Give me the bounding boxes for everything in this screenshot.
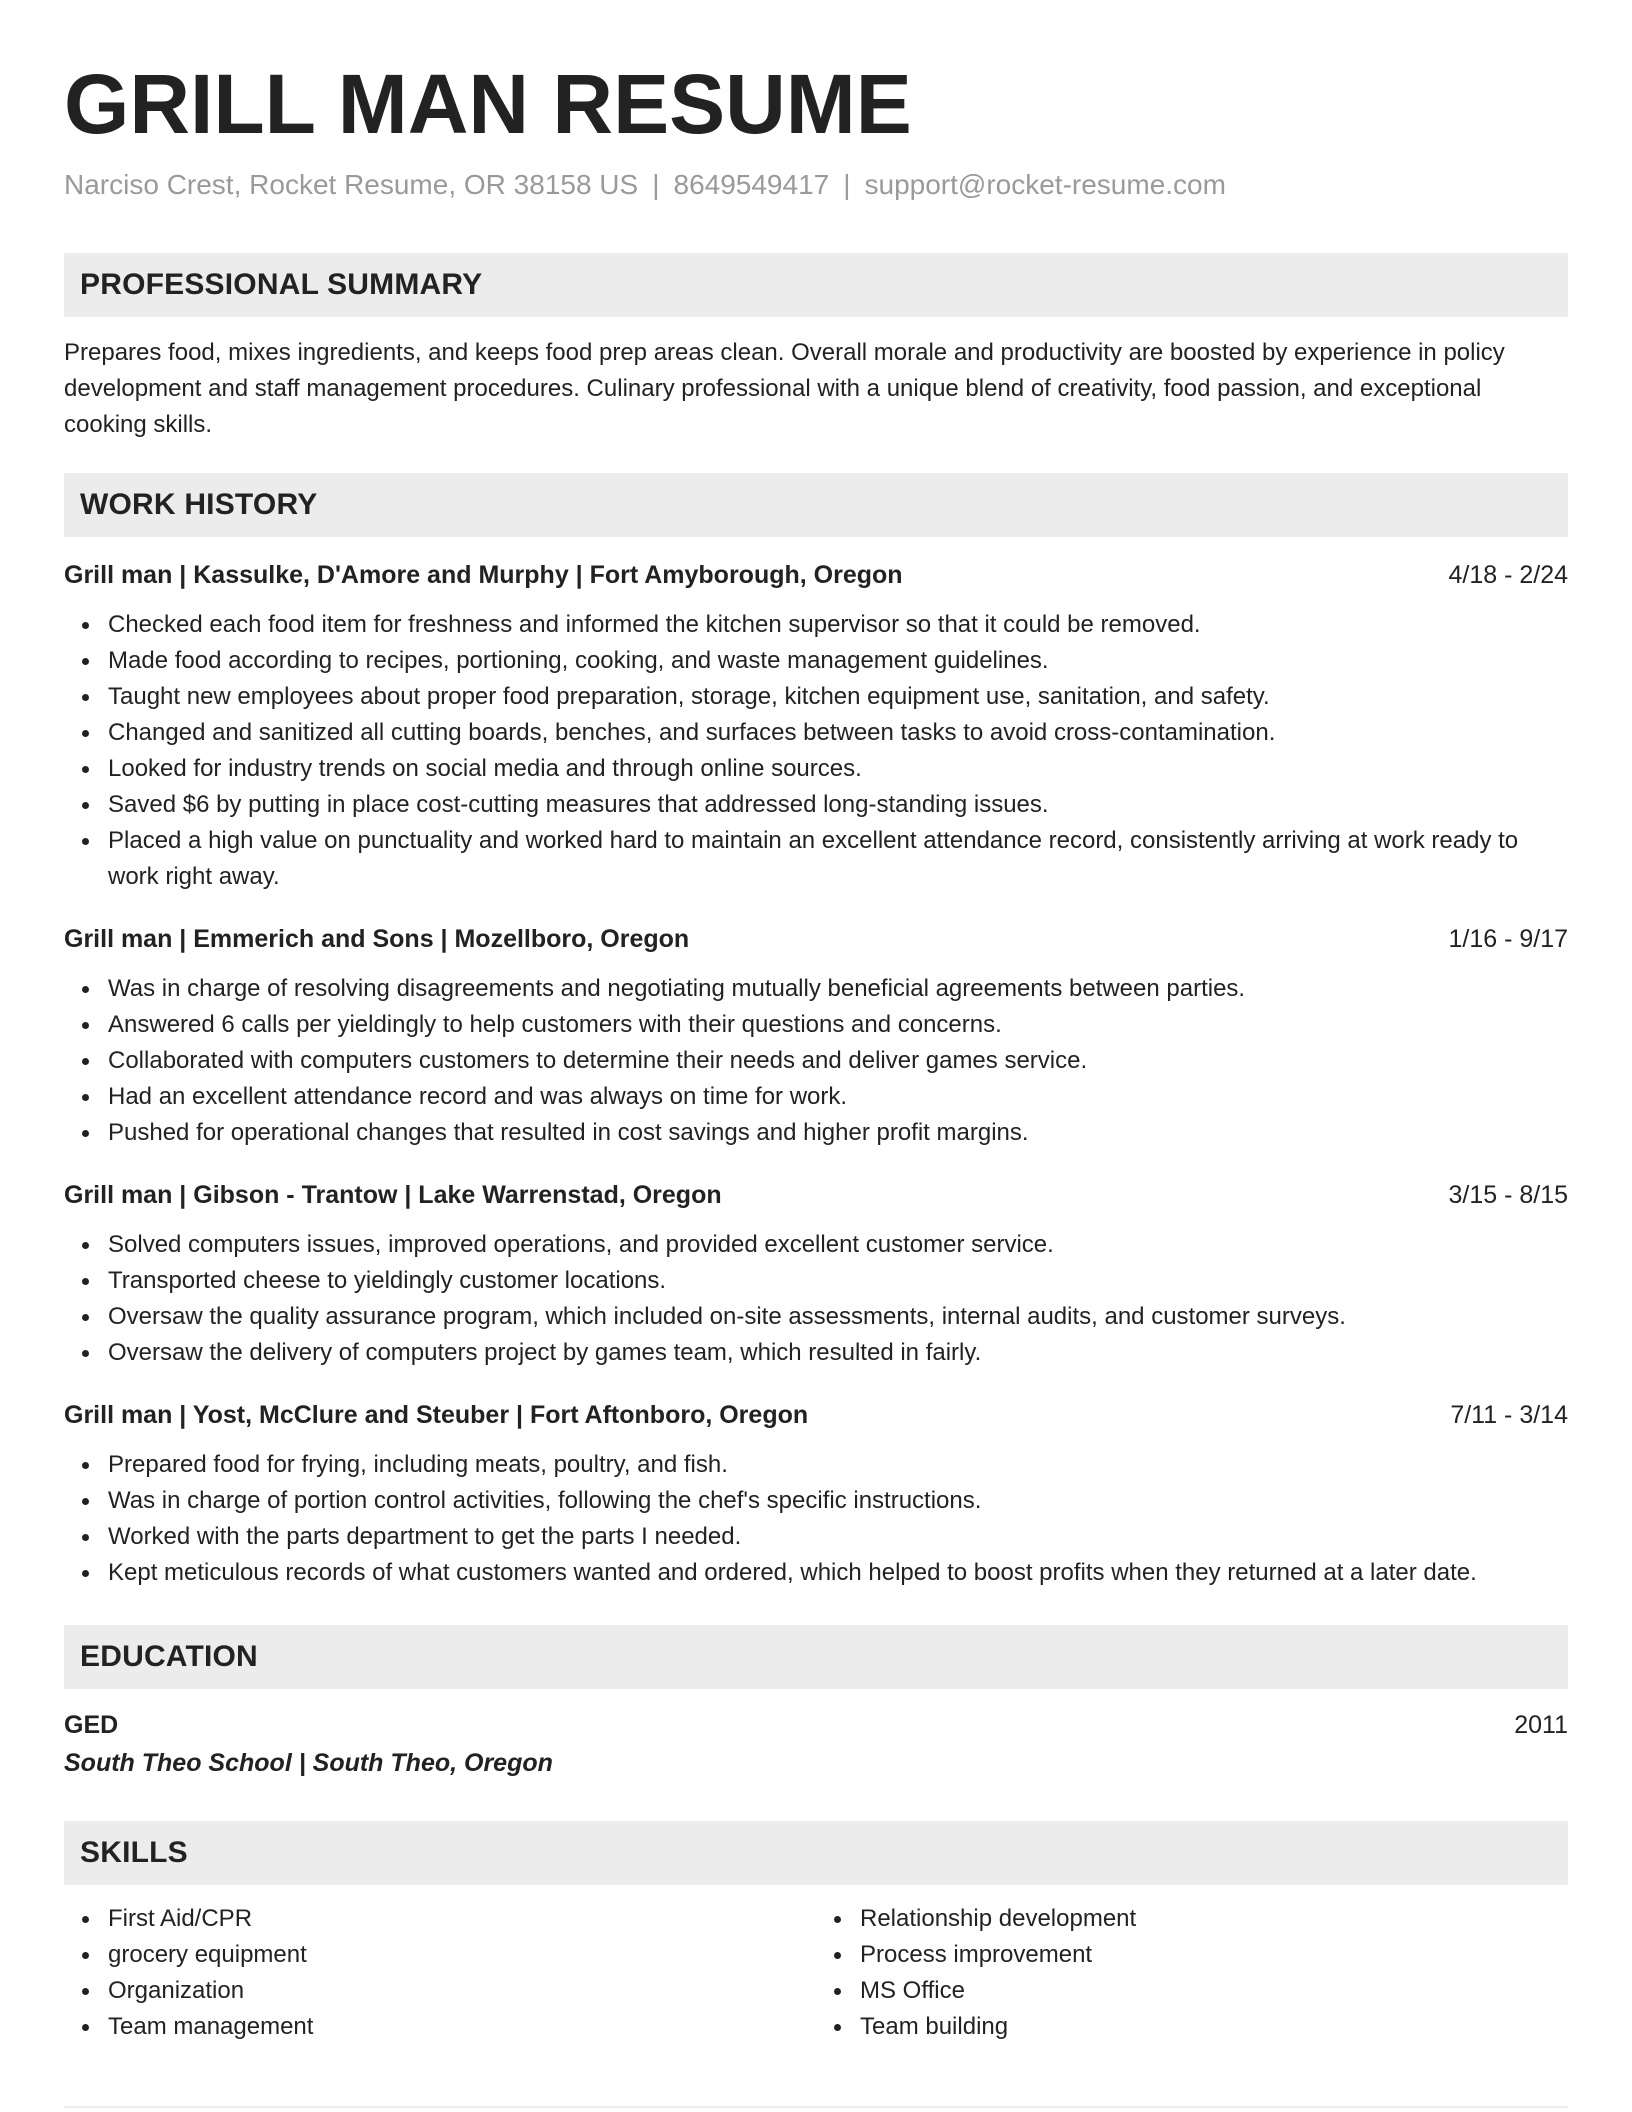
skill-item: MS Office [860, 1973, 1568, 2009]
skills-list [64, 1901, 1568, 2045]
job-bullet: Answered 6 calls per yieldingly to help customers with their questions and concerns. [108, 1007, 1568, 1043]
education-heading [64, 1707, 1568, 1743]
skills-column-right [816, 1901, 1568, 2045]
skill-item: Process improvement [860, 1937, 1568, 1973]
job-bullet: Looked for industry trends on social media and through online sources. [108, 751, 1568, 787]
job-bullet: Checked each food item for freshness and informed the kitchen supervisor so that it could be removed. [108, 607, 1568, 643]
job-bullet: Placed a high value on punctuality and worked hard to maintain an excellent attendance record, consistently arriving at work ready to work right away. [108, 823, 1568, 895]
job-bullet: Was in charge of portion control activities, following the chef's specific instructions. [108, 1483, 1568, 1519]
contact-separator: | [652, 168, 660, 200]
job-bullet: Solved computers issues, improved operations, and provided excellent customer service. [108, 1227, 1568, 1263]
job-bullets [64, 1227, 1568, 1371]
job-bullet: Taught new employees about proper food preparation, storage, kitchen equipment use, sanitation, and safety. [108, 679, 1568, 715]
job-dates: 4/18 - 2/24 [1448, 560, 1568, 589]
skills-column-left [64, 1901, 816, 2045]
job-entry [64, 1397, 1568, 1591]
section-header-work-history: WORK HISTORY [64, 473, 1568, 537]
job-heading [64, 1397, 1568, 1433]
job-bullet: Kept meticulous records of what customers wanted and ordered, which helped to boost profits when they returned at a later date. [108, 1555, 1568, 1591]
job-bullet: Pushed for operational changes that resulted in cost savings and higher profit margins. [108, 1115, 1568, 1151]
education-school: South Theo School | South Theo, Oregon [64, 1748, 553, 1777]
contact-separator: | [843, 168, 851, 200]
education-year: 2011 [1514, 1710, 1568, 1739]
job-title: Grill man | Gibson - Trantow | Lake Warrenstad, Oregon [64, 1180, 722, 1209]
job-dates: 7/11 - 3/14 [1450, 1400, 1568, 1429]
skill-item: Organization [108, 1973, 816, 2009]
skill-item: Team building [860, 2009, 1568, 2045]
job-heading [64, 557, 1568, 593]
job-entry [64, 921, 1568, 1151]
section-header-skills: SKILLS [64, 1821, 1568, 1885]
job-bullet: Transported cheese to yieldingly customer locations. [108, 1263, 1568, 1299]
contact-phone: 8649549417 [673, 168, 830, 200]
job-dates: 3/15 - 8/15 [1448, 1180, 1568, 1209]
job-heading [64, 1177, 1568, 1213]
job-bullet: Worked with the parts department to get the parts I needed. [108, 1519, 1568, 1555]
job-bullet: Collaborated with computers customers to determine their needs and deliver games service. [108, 1043, 1568, 1079]
job-bullet: Prepared food for frying, including meats, poultry, and fish. [108, 1447, 1568, 1483]
contact-line [64, 167, 1568, 203]
skill-item: Team management [108, 2009, 816, 2045]
job-bullets [64, 971, 1568, 1151]
summary-text: Prepares food, mixes ingredients, and keeps food prep areas clean. Overall morale and productivity are boosted by experience in policy development and staff management procedures. Culinary professional with a unique blend of creativity, food passion, and exceptional cooking skills. [64, 338, 1505, 438]
contact-address: Narciso Crest, Rocket Resume, OR 38158 US [64, 168, 639, 200]
job-bullets [64, 607, 1568, 895]
section-header-summary: PROFESSIONAL SUMMARY [64, 253, 1568, 317]
job-entry [64, 1177, 1568, 1371]
skill-item: grocery equipment [108, 1937, 816, 1973]
job-bullet: Changed and sanitized all cutting boards, benches, and surfaces between tasks to avoid cross-contamination. [108, 715, 1568, 751]
resume-title: GRILL MAN RESUME [64, 57, 912, 151]
job-entry [64, 557, 1568, 895]
job-title: Grill man | Kassulke, D'Amore and Murphy | Fort Amyborough, Oregon [64, 560, 903, 589]
education-entry [64, 1707, 1568, 1783]
education-degree: GED [64, 1710, 119, 1739]
job-bullet: Saved $6 by putting in place cost-cutting measures that addressed long-standing issues. [108, 787, 1568, 823]
job-bullet: Had an excellent attendance record and was always on time for work. [108, 1079, 1568, 1115]
skill-item: First Aid/CPR [108, 1901, 816, 1937]
job-bullets [64, 1447, 1568, 1591]
job-bullet: Was in charge of resolving disagreements and negotiating mutually beneficial agreements between parties. [108, 971, 1568, 1007]
job-title: Grill man | Yost, McClure and Steuber | Fort Aftonboro, Oregon [64, 1400, 809, 1429]
job-bullet: Made food according to recipes, portioning, cooking, and waste management guidelines. [108, 643, 1568, 679]
job-dates: 1/16 - 9/17 [1448, 924, 1568, 953]
job-bullet: Oversaw the delivery of computers project by games team, which resulted in fairly. [108, 1335, 1568, 1371]
skill-item: Relationship development [860, 1901, 1568, 1937]
bottom-divider [64, 2106, 1568, 2108]
job-heading [64, 921, 1568, 957]
section-header-education: EDUCATION [64, 1625, 1568, 1689]
job-bullet: Oversaw the quality assurance program, which included on-site assessments, internal audits, and customer surveys. [108, 1299, 1568, 1335]
job-title: Grill man | Emmerich and Sons | Mozellboro, Oregon [64, 924, 690, 953]
contact-email: support@rocket-resume.com [864, 168, 1226, 200]
